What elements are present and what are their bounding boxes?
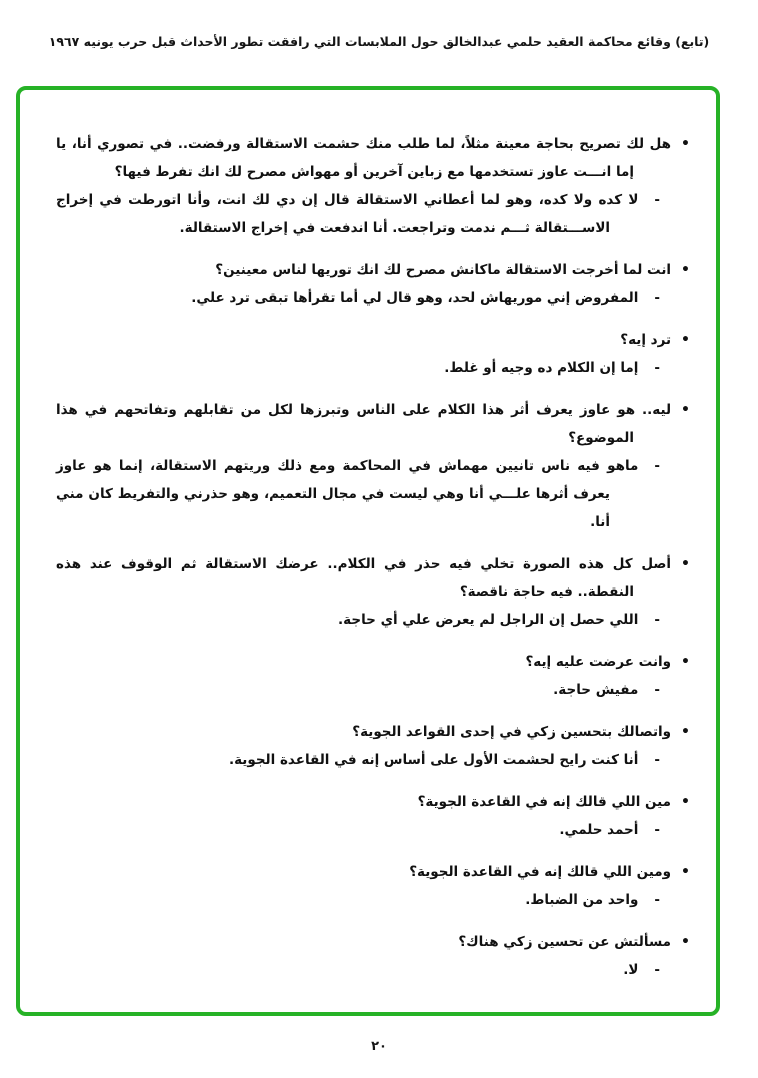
qa-block <box>56 396 690 536</box>
green-border-frame <box>16 86 720 1016</box>
answer-text: إما إن الكلام ده وجيه أو غلط. <box>444 360 639 376</box>
question-text: هل لك تصريح بحاجة معينة مثلاً، لما طلب منك حشمت الاستقالة ورفضت.. في تصوري أنا، يا إما انـــت عاوز تستخدمها مع زباين آخرين أو مهواش مصرح لك انك تفرط فيها؟ <box>56 136 672 180</box>
bullet-icon: • <box>681 724 690 740</box>
qa-block <box>56 326 690 382</box>
question <box>56 648 690 676</box>
question <box>56 396 690 452</box>
qa-block <box>56 130 690 242</box>
question-text: مين اللي قالك إنه في القاعدة الجوية؟ <box>417 794 672 810</box>
question-text: وانت عرضت عليه إيه؟ <box>525 654 672 670</box>
qa-block <box>56 648 690 704</box>
answer <box>56 606 690 634</box>
answer-text: ماهو فيه ناس تانيين مهماش في المحاكمة ومع ذلك وريتهم الاستقالة، إنما هو عاوز يعرف أثرها علـــي أنا وهي ليست في مجال التعميم، وهو حذرني والتفريط كان مني أنا. <box>56 458 639 530</box>
answer <box>56 816 690 844</box>
dash-icon: - <box>654 822 660 838</box>
answer-text: لا كده ولا كده، وهو لما أعطاني الاستقالة قال إن دي لك انت، وأنا اتورطت في إخراج الاســـتقالة ثـــم ندمت وتراجعت. أنا اندفعت في إخراج الاستقالة. <box>56 192 639 236</box>
dash-icon: - <box>654 290 660 306</box>
bullet-icon: • <box>681 864 690 880</box>
answer-text: أحمد حلمي. <box>559 822 639 838</box>
question <box>56 256 690 284</box>
transcript-content <box>56 130 690 998</box>
qa-block <box>56 550 690 634</box>
question-text: أصل كل هذه الصورة تخلي فيه حذر في الكلام.. عرضك الاستقالة ثم الوقوف عند هذه النقطة.. فيه حاجة ناقصة؟ <box>56 556 672 600</box>
question <box>56 718 690 746</box>
answer <box>56 676 690 704</box>
dash-icon: - <box>654 458 660 474</box>
dash-icon: - <box>654 962 660 978</box>
answer <box>56 284 690 312</box>
bullet-icon: • <box>681 556 690 572</box>
qa-block <box>56 256 690 312</box>
question <box>56 326 690 354</box>
answer-text: مفيش حاجة. <box>553 682 639 698</box>
question-text: ومين اللي قالك إنه في القاعدة الجوية؟ <box>409 864 672 880</box>
qa-block <box>56 718 690 774</box>
answer <box>56 886 690 914</box>
question <box>56 550 690 606</box>
bullet-icon: • <box>681 654 690 670</box>
answer-text: لا. <box>623 962 639 978</box>
dash-icon: - <box>654 360 660 376</box>
qa-block <box>56 788 690 844</box>
answer-text: المفروض إني موريهاش لحد، وهو قال لي أما تقرأها تبقى ترد علي. <box>191 290 639 306</box>
answer <box>56 746 690 774</box>
question-text: ليه.. هو عاوز يعرف أثر هذا الكلام على الناس وتبرزها لكل من تقابلهم وتفاتحهم في هذا الموضوع؟ <box>56 402 672 446</box>
question <box>56 130 690 186</box>
dash-icon: - <box>654 752 660 768</box>
bullet-icon: • <box>681 794 690 810</box>
qa-block <box>56 928 690 984</box>
answer <box>56 956 690 984</box>
bullet-icon: • <box>681 332 690 348</box>
question-text: واتصالك بتحسين زكي في إحدى القواعد الجوية؟ <box>352 724 672 740</box>
answer-text: واحد من الضباط. <box>525 892 639 908</box>
question <box>56 928 690 956</box>
answer-text: اللي حصل إن الراجل لم يعرض علي أي حاجة. <box>338 612 639 628</box>
bullet-icon: • <box>681 262 690 278</box>
question <box>56 858 690 886</box>
dash-icon: - <box>654 612 660 628</box>
dash-icon: - <box>654 682 660 698</box>
question-text: انت لما أخرجت الاستقالة ماكانش مصرح لك انك توريها لناس معينين؟ <box>215 262 672 278</box>
qa-block <box>56 858 690 914</box>
answer <box>56 354 690 382</box>
answer <box>56 452 690 536</box>
dash-icon: - <box>654 892 660 908</box>
dash-icon: - <box>654 192 660 208</box>
page-header-title: (تابع) وقائع محاكمة العقيد حلمي عبدالخالق حول الملابسات التي رافقت تطور الأحداث قبل حرب يونيه ١٩٦٧ <box>48 34 710 49</box>
page-number: ٢٠ <box>371 1039 387 1054</box>
answer <box>56 186 690 242</box>
question-text: ترد إيه؟ <box>620 332 672 348</box>
bullet-icon: • <box>681 934 690 950</box>
answer-text: أنا كنت رايح لحشمت الأول على أساس إنه في القاعدة الجوية. <box>228 752 639 768</box>
question-text: مسألتش عن تحسين زكي هناك؟ <box>458 934 672 950</box>
bullet-icon: • <box>681 402 690 418</box>
question <box>56 788 690 816</box>
bullet-icon: • <box>681 136 690 152</box>
